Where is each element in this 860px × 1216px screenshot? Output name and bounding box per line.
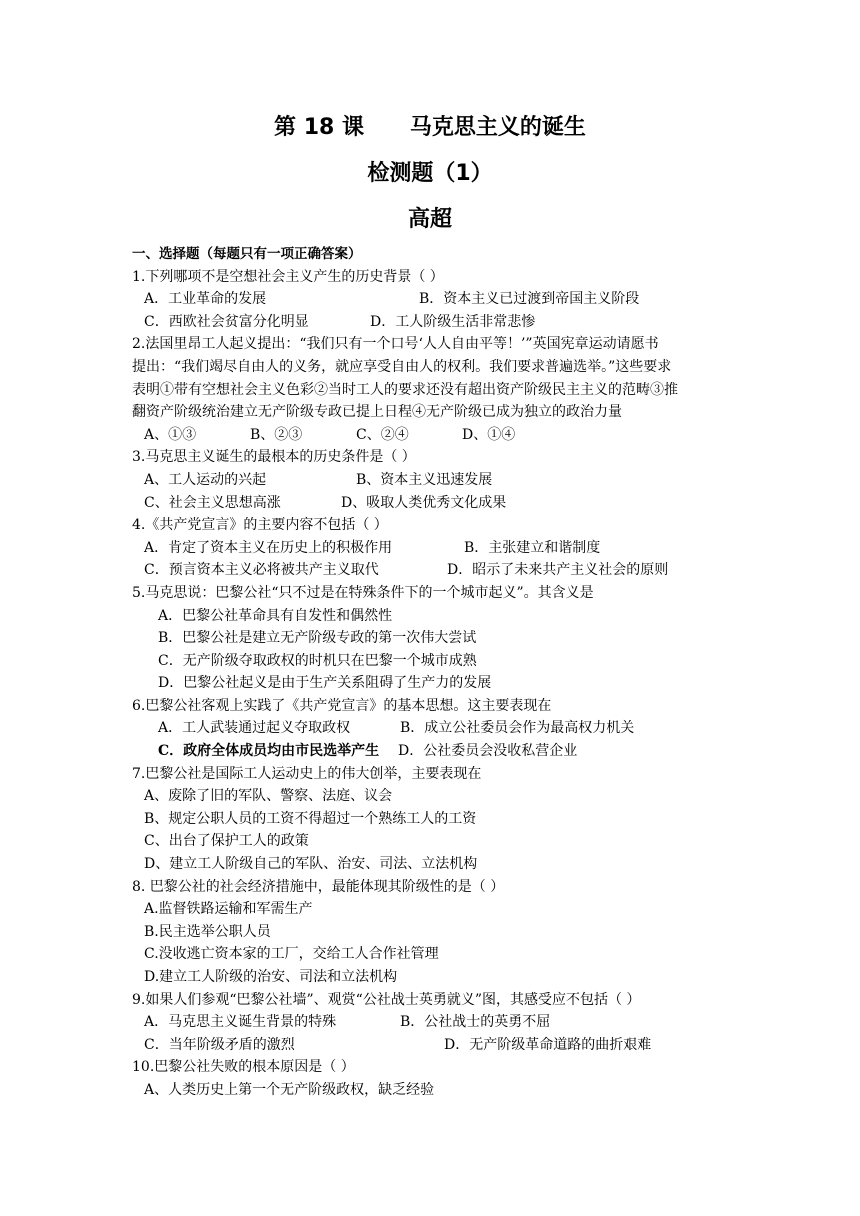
option-c: C.没收逃亡资本家的工厂，交给工人合作社管理: [144, 946, 439, 963]
option-a: A、人类历史上第一个无产阶级政权，缺乏经验: [144, 1081, 435, 1098]
question-2-stem: 提出：“我们竭尽自由人的义务，就应享受自由人的权利。我们要求普遍选举。”这些要求: [132, 358, 672, 375]
option-b: B.民主选举公职人员: [144, 923, 271, 940]
question-10-stem: 10.巴黎公社失败的根本原因是（ ）: [132, 1059, 355, 1076]
question-7-stem: 7.巴黎公社是国际工人运动史上的伟大创举，主要表现在: [132, 765, 482, 782]
question-2-stem: 表明①带有空想社会主义色彩②当时工人的要求还没有超出资产阶级民主主义的范畴③推: [132, 381, 678, 398]
question-2-options-row: [132, 424, 732, 447]
option-d: D．工人阶级生活非常悲惨: [370, 313, 536, 330]
question-8-stem: 8. 巴黎公社的社会经济措施中，最能体现其阶级性的是（ ）: [132, 878, 505, 895]
question-9-stem: 9.如果人们参观“巴黎公社墙”、观赏“公社战士英勇就义”图，其感受应不包括（ ）: [132, 991, 641, 1008]
question-5-stem: 5.马克思说：巴黎公社“只不过是在特殊条件下的一个城市起义”。其含义是: [132, 584, 594, 601]
option-a: A.监督铁路运输和军需生产: [144, 901, 313, 918]
option-c: C、社会主义思想高涨: [144, 494, 281, 511]
option-d: D、建立工人阶级自己的军队、治安、司法、立法机构: [144, 856, 478, 873]
question-2-stem: 2.法国里昂工人起义提出：“我们只有一个口号‘人人自由平等！’”英国宪章运动请愿书: [132, 336, 659, 353]
section-heading: 一、选择题（每题只有一项正确答案）: [132, 246, 362, 262]
option-d: D．无产阶级革命道路的曲折艰难: [444, 1036, 652, 1053]
option-a: A、工人运动的兴起: [144, 471, 267, 488]
option-d: D．昭示了未来共产主义社会的原则: [447, 562, 669, 579]
option-a: A．工人武装通过起义夺取政权: [158, 720, 351, 737]
option-a: A．马克思主义诞生背景的特殊: [144, 1014, 337, 1031]
question-list: [132, 243, 732, 1102]
question-4-options-row: [132, 559, 732, 582]
option-d: D．公社委员会没收私营企业: [398, 743, 578, 760]
question-3-stem: 3.马克思主义诞生的最根本的历史条件是（ ）: [132, 449, 416, 466]
option-c: C．政府全体成员均由市民选举产生: [158, 743, 380, 760]
option-c: C、②④: [356, 426, 409, 443]
option-b: B．主张建立和谐制度: [464, 539, 601, 556]
option-c: C．无产阶级夺取政权的时机只在巴黎一个城市成熟: [158, 652, 477, 669]
option-a: A、①③: [144, 426, 197, 443]
question-3-options-row: [132, 469, 732, 492]
option-d: D．巴黎公社起义是由于生产关系阻碍了生产力的发展: [158, 675, 492, 692]
question-4-options-row: [132, 537, 732, 560]
question-4-stem: 4.《共产党宣言》的主要内容不包括（ ）: [132, 517, 388, 534]
option-d: D、吸取人类优秀文化成果: [341, 494, 507, 511]
option-a: A．工业革命的发展: [144, 291, 267, 308]
question-6-stem: 6.巴黎公社客观上实践了《共产党宣言》的基本思想。这主要表现在: [132, 697, 552, 714]
question-2-stem: 翻资产阶级统治建立无产阶级专政已提上日程④无产阶级已成为独立的政治力量: [132, 404, 622, 421]
option-c: C．预言资本主义必将被共产主义取代: [144, 562, 379, 579]
question-6-options-row: [132, 717, 732, 740]
question-6-options-row: [132, 740, 732, 763]
option-b: B、资本主义迅速发展: [356, 471, 493, 488]
option-a: A．肯定了资本主义在历史上的积极作用: [144, 539, 393, 556]
option-d: D.建立工人阶级的治安、司法和立法机构: [144, 969, 398, 985]
option-b: B．成立公社委员会作为最高权力机关: [400, 720, 635, 737]
test-title: 检测题（1）: [367, 161, 493, 186]
question-3-options-row: [132, 492, 732, 515]
option-c: C．西欧社会贫富分化明显: [144, 313, 309, 330]
option-b: B．公社战士的英勇不屈: [400, 1014, 551, 1031]
option-c: C．当年阶级矛盾的激烈: [144, 1036, 295, 1053]
question-1-options-row: [132, 288, 732, 311]
option-d: D、①④: [462, 426, 516, 443]
question-9-options-row: [132, 1034, 732, 1057]
question-1-options-row: [132, 311, 732, 334]
option-a: A．巴黎公社革命具有自发性和偶然性: [158, 607, 393, 624]
lesson-title: 第 18 课 马克思主义的诞生: [274, 115, 586, 140]
author-name: 高超: [407, 207, 452, 232]
option-b: B、②③: [250, 426, 303, 443]
question-9-options-row: [132, 1011, 732, 1034]
option-b: B．巴黎公社是建立无产阶级专政的第一次伟大尝试: [158, 630, 477, 647]
option-a: A、废除了旧的军队、警察、法庭、议会: [144, 788, 393, 805]
option-b: B．资本主义已过渡到帝国主义阶段: [419, 291, 640, 308]
option-c: C、出台了保护工人的政策: [144, 833, 309, 850]
option-b: B、规定公职人员的工资不得超过一个熟练工人的工资: [144, 810, 477, 827]
question-1-stem: 1.下列哪项不是空想社会主义产生的历史背景（ ）: [132, 268, 444, 285]
